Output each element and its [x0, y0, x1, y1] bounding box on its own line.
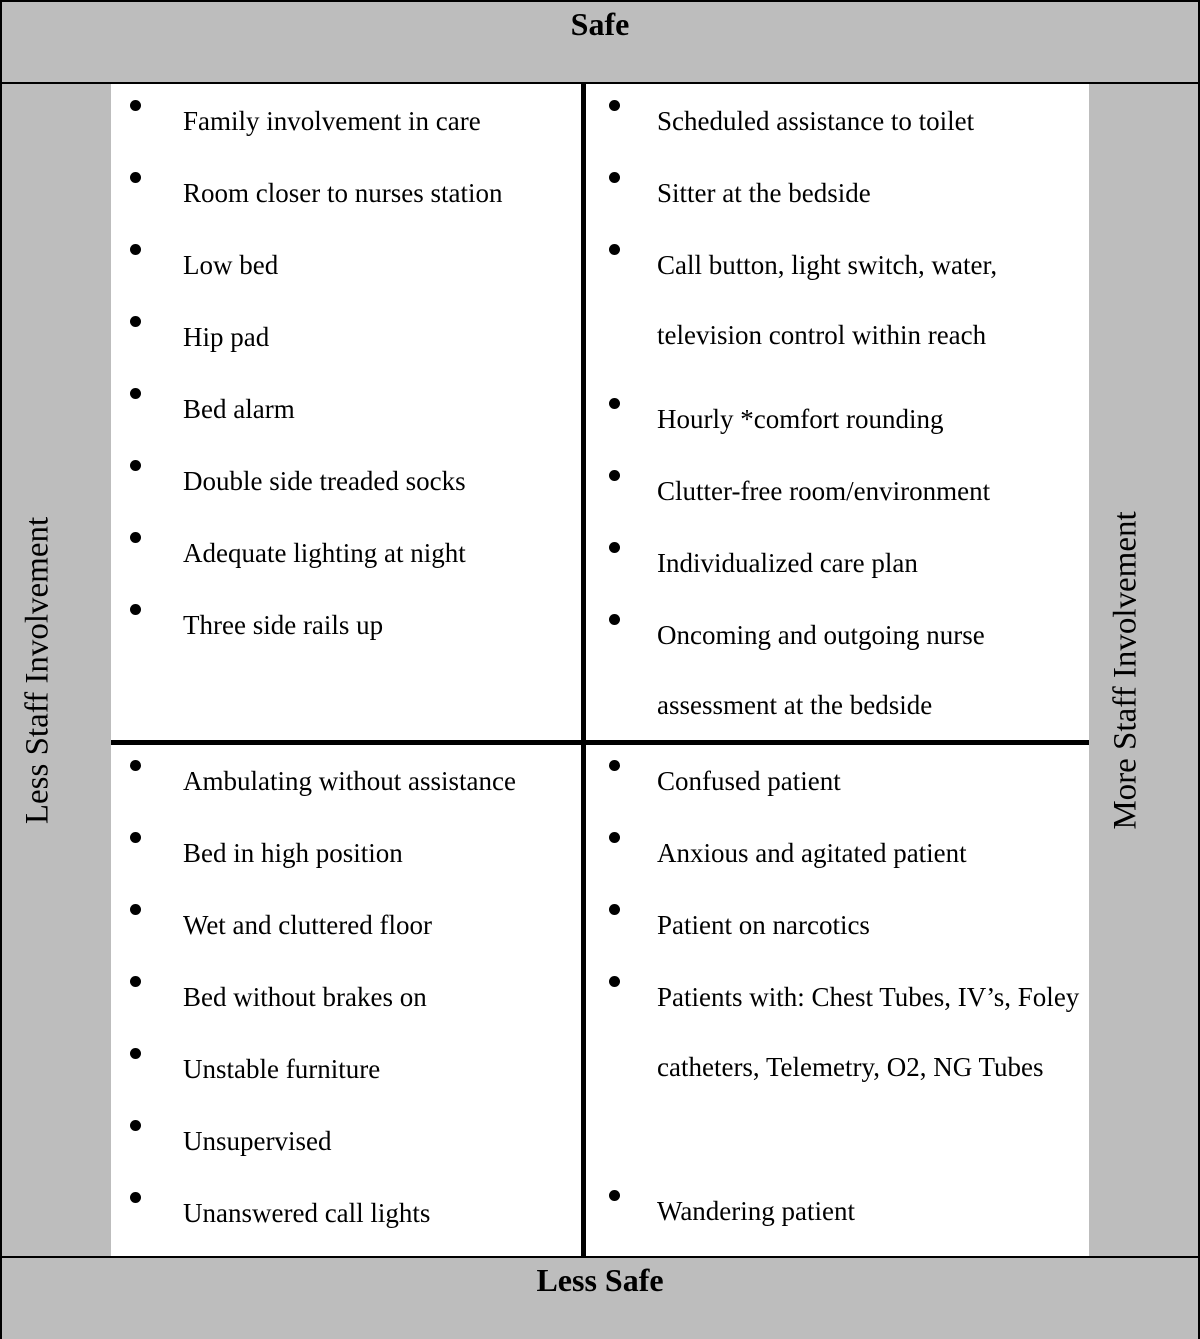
vertical-divider [581, 84, 586, 1256]
left-axis-label: Less Staff Involvement [19, 516, 56, 825]
list-item: Oncoming and outgoing nurse assessment at the bedside [587, 600, 1087, 754]
list-item: Ambulating without assistance [113, 746, 581, 818]
top-axis-label: Safe [570, 6, 630, 42]
list-item: Family involvement in care [113, 86, 581, 158]
list-item: Double side treaded socks [113, 446, 581, 518]
list-item: Adequate lighting at night [113, 518, 581, 590]
left-band [2, 84, 111, 1256]
list-item: Patients with: Chest Tubes, IV’s, Foley catheters, Telemetry, O2, NG Tubes [587, 962, 1087, 1176]
horizontal-divider [111, 740, 1089, 745]
list-item: Individualized care plan [587, 528, 1087, 600]
list-item: Call button, light switch, water, television control within reach [587, 230, 1087, 384]
list-item: Clutter-free room/environment [587, 456, 1087, 528]
list-item: Wet and cluttered floor [113, 890, 581, 962]
bottom-axis-label: Less Safe [536, 1262, 664, 1298]
list-item: Wandering patient [587, 1176, 1087, 1248]
list-item: Anxious and agitated patient [587, 818, 1087, 890]
list-item: Scheduled assistance to toilet [587, 86, 1087, 158]
list-item: Room closer to nurses station [113, 158, 581, 230]
list-item: Hourly *comfort rounding [587, 384, 1087, 456]
quadrant-bottom-right [587, 746, 1087, 1248]
list-item: Unanswered call lights [113, 1178, 581, 1250]
list-item: Bed in high position [113, 818, 581, 890]
quadrant-top-right [587, 86, 1087, 754]
quadrant-bottom-left [113, 746, 581, 1250]
right-axis-label: More Staff Involvement [1107, 511, 1144, 830]
quadrant-top-left [113, 86, 581, 662]
list-item: Bed alarm [113, 374, 581, 446]
list-item: Three side rails up [113, 590, 581, 662]
list-item: Unsupervised [113, 1106, 581, 1178]
list-item: Bed without brakes on [113, 962, 581, 1034]
list-item: Sitter at the bedside [587, 158, 1087, 230]
list-item: Patient on narcotics [587, 890, 1087, 962]
list-item: Unstable furniture [113, 1034, 581, 1106]
list-item: Low bed [113, 230, 581, 302]
list-item: Confused patient [587, 746, 1087, 818]
list-item: Hip pad [113, 302, 581, 374]
